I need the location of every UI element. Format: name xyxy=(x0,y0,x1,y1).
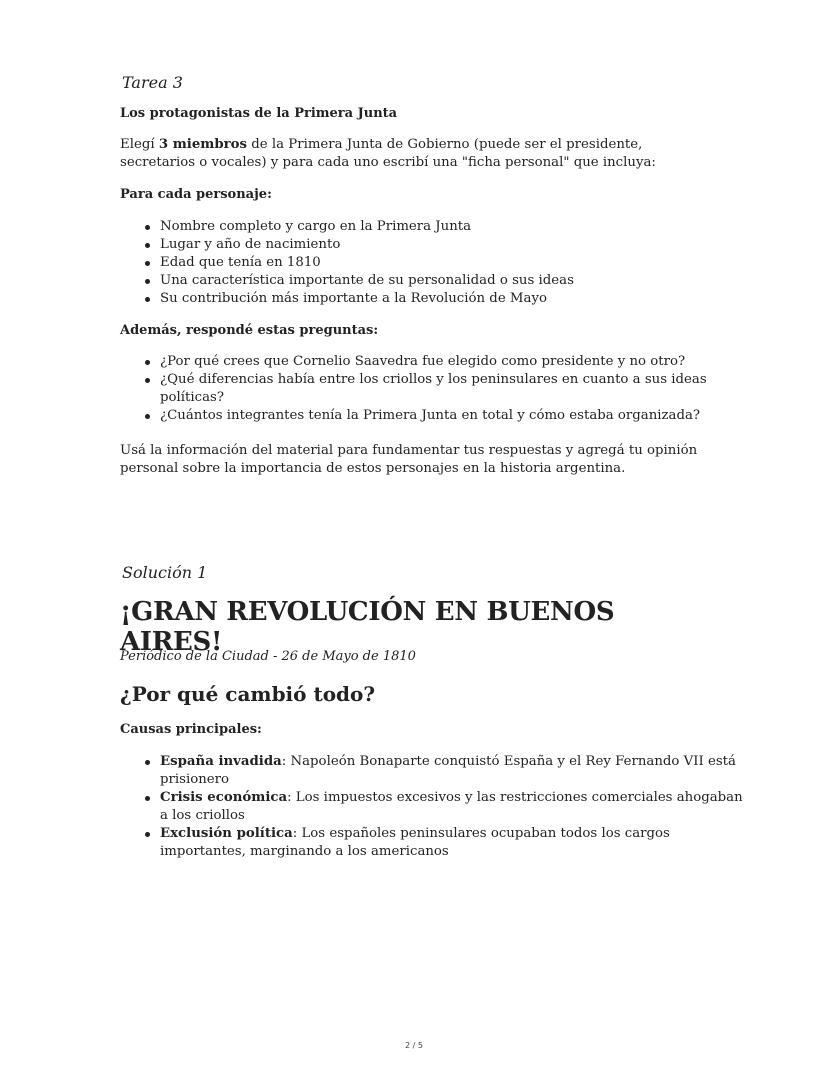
para-cada-label: Para cada personaje: xyxy=(120,187,272,202)
intro-post: de la Primera Junta de Gobierno (puede ser el presidente, secretarios o vocales) y para cada uno escribí una "ficha personal" que incluya: xyxy=(120,137,656,170)
list-item: Nombre completo y cargo en la Primera Junta xyxy=(160,218,750,236)
tarea-label: Tarea 3 xyxy=(122,73,183,92)
bullet-icon xyxy=(145,832,150,837)
list-item: Una característica importante de su personalidad o sus ideas xyxy=(160,272,750,290)
page-number: 2 / 5 xyxy=(405,1041,423,1050)
bullet-icon xyxy=(145,760,150,765)
causas-label: Causas principales: xyxy=(120,722,262,737)
headline: ¡GRAN REVOLUCIÓN EN BUENOS AIRES! xyxy=(120,597,615,657)
bullet-icon xyxy=(145,360,150,365)
tarea-closing: Usá la información del material para fundamentar tus respuestas y agregá tu opinión personal sobre la importancia de estos personajes en la historia argentina. xyxy=(120,443,698,476)
bullet-icon xyxy=(145,261,150,266)
list-item: Edad que tenía en 1810 xyxy=(160,254,750,272)
list-item: ¿Por qué crees que Cornelio Saavedra fue elegido como presidente y no otro? xyxy=(160,353,750,371)
bullet-icon xyxy=(145,378,150,383)
list-item: España invadida: Napoleón Bonaparte conquistó España y el Rey Fernando VII está prisionero xyxy=(160,753,750,789)
causas-list xyxy=(120,753,750,861)
list-item: Exclusión política: Los españoles peninsulares ocupaban todos los cargos importantes, marginando a los americanos xyxy=(160,825,750,861)
bullet-icon xyxy=(145,225,150,230)
list-item: ¿Qué diferencias había entre los criollos y los peninsulares en cuanto a sus ideas políticas? xyxy=(160,371,750,407)
preguntas-list xyxy=(120,353,750,425)
section-heading: ¿Por qué cambió todo? xyxy=(120,682,376,706)
subline: Periódico de la Ciudad - 26 de Mayo de 1810 xyxy=(120,649,416,664)
tarea-title: Los protagonistas de la Primera Junta xyxy=(120,106,398,121)
preguntas-label: Además, respondé estas preguntas: xyxy=(120,323,379,338)
intro-pre: Elegí xyxy=(120,137,159,152)
list-item: ¿Cuántos integrantes tenía la Primera Junta en total y cómo estaba organizada? xyxy=(160,407,750,425)
tarea-intro xyxy=(120,136,710,172)
bullet-icon xyxy=(145,796,150,801)
bullet-icon xyxy=(145,297,150,302)
list-item: Crisis económica: Los impuestos excesivos y las restricciones comerciales ahogaban a los criollos xyxy=(160,789,750,825)
list-item: Su contribución más importante a la Revolución de Mayo xyxy=(160,290,750,308)
bullet-icon xyxy=(145,414,150,419)
list-item: Lugar y año de nacimiento xyxy=(160,236,750,254)
solucion-label: Solución 1 xyxy=(122,563,208,582)
personaje-list xyxy=(120,218,750,308)
intro-bold: 3 miembros xyxy=(158,137,248,152)
bullet-icon xyxy=(145,243,150,248)
bullet-icon xyxy=(145,279,150,284)
